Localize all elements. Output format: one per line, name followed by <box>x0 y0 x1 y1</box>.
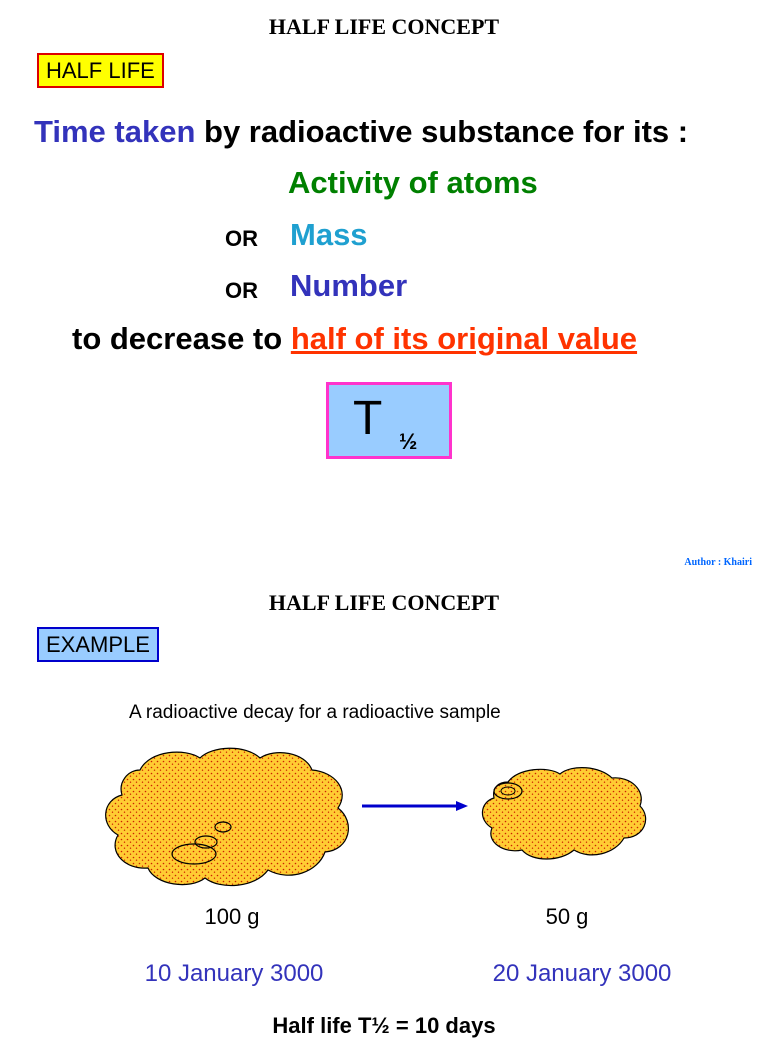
definition-line-1 <box>34 114 688 150</box>
half-life-tag: HALF LIFE <box>37 53 164 88</box>
definition-line-5 <box>72 321 637 357</box>
left-mass-label: 100 g <box>204 904 260 929</box>
slide2-title: HALF LIFE CONCEPT <box>268 590 500 615</box>
or-label-1: OR <box>225 226 258 251</box>
left-date-label: 10 January 3000 <box>144 960 324 987</box>
number-text: Number <box>290 268 408 303</box>
large-sample-cloud-icon <box>106 748 349 885</box>
slide1-title: HALF LIFE CONCEPT <box>268 14 500 39</box>
right-mass-label: 50 g <box>545 904 589 929</box>
right-date-label: 20 January 3000 <box>492 960 672 987</box>
definition-rest-text: by radioactive substance for its : <box>204 114 689 149</box>
small-sample-cloud-icon <box>482 768 645 859</box>
decrease-prefix-text: to decrease to <box>72 321 283 356</box>
half-original-value-text: half of its original value <box>290 321 638 356</box>
mass-text: Mass <box>290 217 368 252</box>
decay-arrow-icon <box>362 801 468 811</box>
half-life-result-text: Half life T½ = 10 days <box>272 1013 496 1038</box>
time-taken-text: Time taken <box>34 114 196 149</box>
decay-caption: A radioactive decay for a radioactive sample <box>129 702 501 723</box>
author-credit: Author : Khairi <box>684 557 752 568</box>
example-tag: EXAMPLE <box>37 627 159 662</box>
or-label-2: OR <box>225 278 258 303</box>
symbol-t: T <box>353 392 383 445</box>
symbol-half: ½ <box>399 429 418 454</box>
decay-illustration <box>0 730 768 900</box>
half-life-symbol-box <box>326 382 452 459</box>
activity-of-atoms-text: Activity of atoms <box>288 165 538 200</box>
